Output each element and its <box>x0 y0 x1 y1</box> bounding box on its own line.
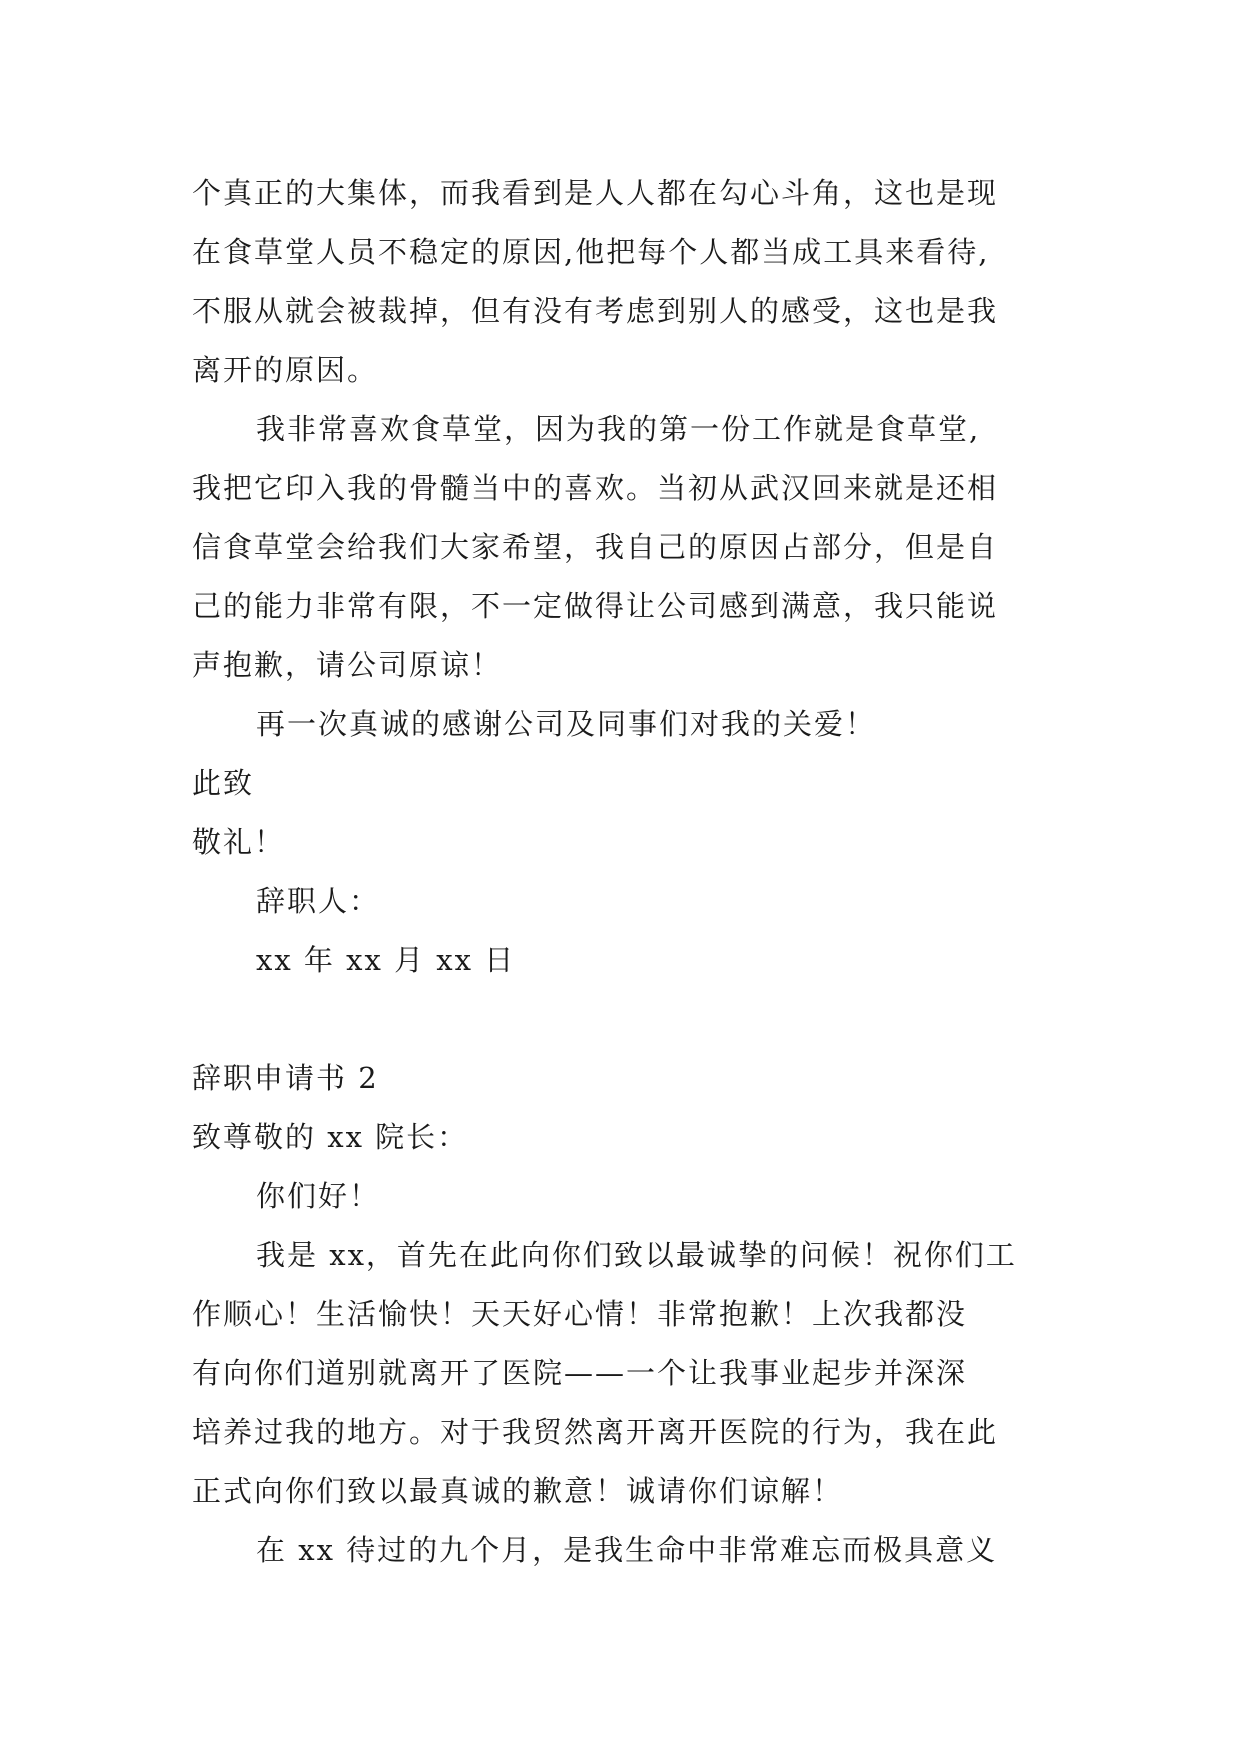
closing-line: 此致 <box>192 766 255 800</box>
text-line: 离开的原因。 <box>192 353 379 387</box>
thanks-line: 再一次真诚的感谢公司及同事们对我的关爱！ <box>256 707 877 741</box>
text-line: 正式向你们致以最真诚的歉意！诚请你们谅解！ <box>192 1474 844 1508</box>
document-body <box>192 164 1092 1580</box>
date-line: xx 年 xx 月 xx 日 <box>256 943 516 977</box>
text-line: 声抱歉，请公司原谅！ <box>192 648 503 682</box>
salutation-line: 致尊敬的 xx 院长： <box>192 1120 469 1154</box>
text-line: 作顺心！生活愉快！天天好心情！非常抱歉！上次我都没 <box>192 1297 968 1331</box>
text-line: 己的能力非常有限，不一定做得让公司感到满意，我只能说 <box>192 589 999 623</box>
text-line: 在食草堂人员不稳定的原因,他把每个人都当成工具来看待, <box>192 235 990 269</box>
greeting-line: 你们好！ <box>256 1179 381 1213</box>
signer-line: 辞职人： <box>256 884 381 918</box>
text-line: 我非常喜欢食草堂，因为我的第一份工作就是食草堂, <box>256 412 981 446</box>
blank-line <box>192 990 1092 1049</box>
text-line: 不服从就会被裁掉，但有没有考虑到别人的感受，这也是我 <box>192 294 999 328</box>
text-line: 我是 xx，首先在此向你们致以最诚挚的问候！祝你们工 <box>256 1238 1017 1272</box>
text-line: 我把它印入我的骨髓当中的喜欢。当初从武汉回来就是还相 <box>192 471 999 505</box>
section-title: 辞职申请书 2 <box>192 1061 379 1095</box>
text-line: 信食草堂会给我们大家希望，我自己的原因占部分，但是自 <box>192 530 999 564</box>
text-line: 在 xx 待过的九个月，是我生命中非常难忘而极具意义 <box>256 1533 998 1567</box>
text-line: 培养过我的地方。对于我贸然离开离开医院的行为，我在此 <box>192 1415 999 1449</box>
closing-line: 敬礼！ <box>192 825 286 859</box>
text-line: 有向你们道别就离开了医院——一个让我事业起步并深深 <box>192 1356 968 1390</box>
text-line: 个真正的大集体，而我看到是人人都在勾心斗角，这也是现 <box>192 176 999 210</box>
